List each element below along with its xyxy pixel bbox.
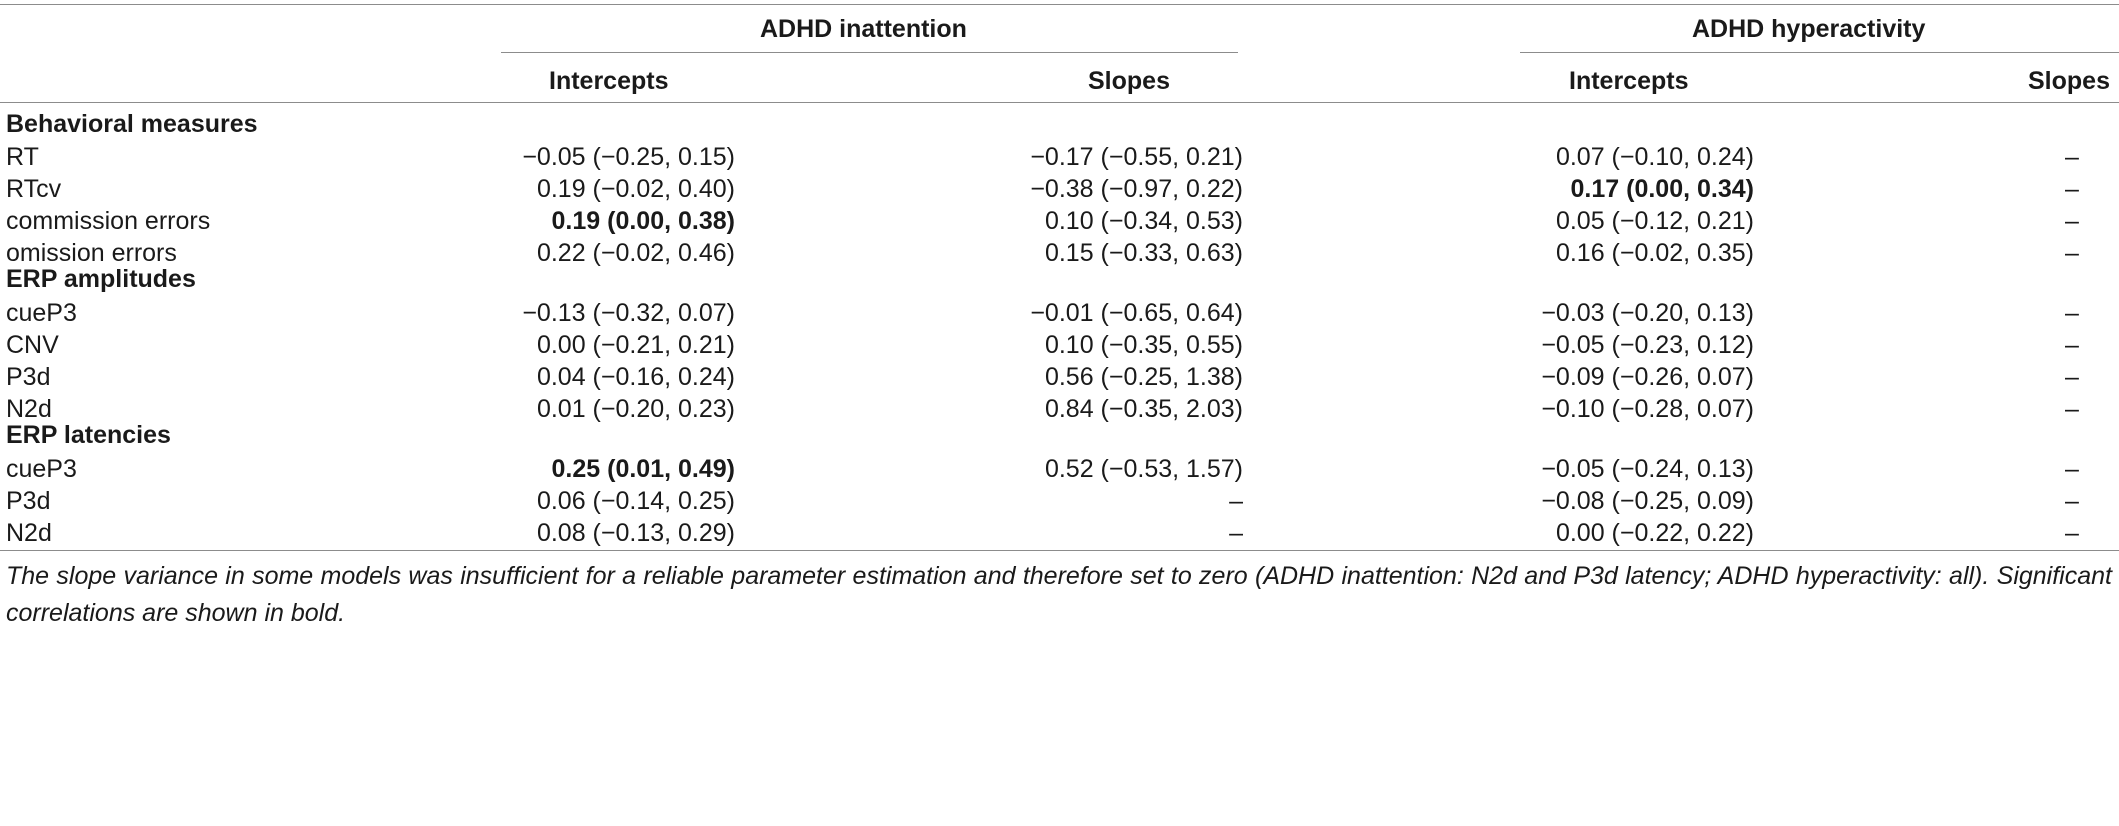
inattention-intercept: 0.00 (−0.21, 0.21) — [536, 331, 735, 359]
inattention-intercept-significant: 0.25 (0.01, 0.49) — [551, 455, 735, 483]
table-top-rule — [0, 4, 2119, 5]
row-label: RTcv — [6, 175, 62, 203]
hyperactivity-intercept: −0.08 (−0.25, 0.09) — [1541, 487, 1754, 515]
inattention-intercept: 0.04 (−0.16, 0.24) — [536, 363, 735, 391]
inattention-intercept: 0.08 (−0.13, 0.29) — [536, 519, 735, 547]
section-erp-latencies: ERP latencies — [6, 421, 171, 449]
section-behavioral-measures: Behavioral measures — [6, 110, 258, 138]
inattention-intercept: 0.01 (−0.20, 0.23) — [536, 395, 735, 423]
table-footnote: The slope variance in some models was insufficient for a reliable parameter estimation and therefore set to zero (ADHD inattention: N2d and P3d latency; ADHD hyperactivity: all). Significant correlations are shown in bold. — [6, 562, 2112, 627]
group-rule-inattention — [501, 52, 1238, 53]
hyperactivity-slope: – — [2065, 519, 2079, 547]
column-header-intercepts-inattention: Intercepts — [549, 67, 669, 95]
inattention-slope: 0.84 (−0.35, 2.03) — [1044, 395, 1243, 423]
column-header-slopes-hyperactivity: Slopes — [2028, 67, 2110, 95]
row-label: cueP3 — [6, 299, 77, 327]
inattention-intercept-significant: 0.19 (0.00, 0.38) — [551, 207, 735, 235]
row-label: cueP3 — [6, 455, 77, 483]
hyperactivity-intercept: 0.00 (−0.22, 0.22) — [1555, 519, 1754, 547]
inattention-slope: 0.10 (−0.35, 0.55) — [1044, 331, 1243, 359]
hyperactivity-slope: – — [2065, 455, 2079, 483]
row-label: commission errors — [6, 207, 211, 235]
hyperactivity-intercept: 0.05 (−0.12, 0.21) — [1555, 207, 1754, 235]
hyperactivity-intercept-significant: 0.17 (0.00, 0.34) — [1570, 175, 1754, 203]
hyperactivity-slope: – — [2065, 363, 2079, 391]
hyperactivity-intercept: −0.09 (−0.26, 0.07) — [1541, 363, 1754, 391]
inattention-slope: 0.52 (−0.53, 1.57) — [1044, 455, 1243, 483]
table-row — [0, 512, 2119, 554]
inattention-intercept: 0.19 (−0.02, 0.40) — [536, 175, 735, 203]
group-header-inattention: ADHD inattention — [760, 15, 967, 43]
inattention-intercept: −0.13 (−0.32, 0.07) — [522, 299, 735, 327]
inattention-slope: 0.15 (−0.33, 0.63) — [1044, 239, 1243, 267]
inattention-slope: −0.01 (−0.65, 0.64) — [1030, 299, 1243, 327]
hyperactivity-slope: – — [2065, 175, 2079, 203]
row-label: N2d — [6, 395, 52, 423]
hyperactivity-slope: – — [2065, 487, 2079, 515]
hyperactivity-slope: – — [2065, 395, 2079, 423]
inattention-slope: −0.17 (−0.55, 0.21) — [1030, 143, 1243, 171]
inattention-slope: – — [1229, 519, 1243, 547]
row-label: P3d — [6, 487, 51, 515]
group-header-hyperactivity: ADHD hyperactivity — [1692, 15, 1926, 43]
hyperactivity-intercept: −0.03 (−0.20, 0.13) — [1541, 299, 1754, 327]
inattention-slope: 0.10 (−0.34, 0.53) — [1044, 207, 1243, 235]
hyperactivity-intercept: −0.10 (−0.28, 0.07) — [1541, 395, 1754, 423]
row-label: CNV — [6, 331, 59, 359]
inattention-intercept: 0.22 (−0.02, 0.46) — [536, 239, 735, 267]
row-label: N2d — [6, 519, 52, 547]
row-label: RT — [6, 143, 39, 171]
inattention-intercept: 0.06 (−0.14, 0.25) — [536, 487, 735, 515]
hyperactivity-slope: – — [2065, 143, 2079, 171]
hyperactivity-slope: – — [2065, 239, 2079, 267]
inattention-intercept: −0.05 (−0.25, 0.15) — [522, 143, 735, 171]
column-header-intercepts-hyperactivity: Intercepts — [1569, 67, 1689, 95]
inattention-slope: – — [1229, 487, 1243, 515]
row-label: omission errors — [6, 239, 177, 267]
table-row — [0, 232, 2119, 274]
hyperactivity-intercept: −0.05 (−0.23, 0.12) — [1541, 331, 1754, 359]
table-row — [0, 388, 2119, 430]
hyperactivity-intercept: −0.05 (−0.24, 0.13) — [1541, 455, 1754, 483]
inattention-slope: −0.38 (−0.97, 0.22) — [1030, 175, 1243, 203]
inattention-slope: 0.56 (−0.25, 1.38) — [1044, 363, 1243, 391]
row-label: P3d — [6, 363, 51, 391]
group-rule-hyperactivity — [1520, 52, 2119, 53]
hyperactivity-intercept: 0.07 (−0.10, 0.24) — [1555, 143, 1754, 171]
column-header-slopes-inattention: Slopes — [1088, 67, 1170, 95]
hyperactivity-slope: – — [2065, 331, 2079, 359]
hyperactivity-intercept: 0.16 (−0.02, 0.35) — [1555, 239, 1754, 267]
section-erp-amplitudes: ERP amplitudes — [6, 265, 196, 293]
header-bottom-rule — [0, 102, 2119, 103]
hyperactivity-slope: – — [2065, 207, 2079, 235]
hyperactivity-slope: – — [2065, 299, 2079, 327]
